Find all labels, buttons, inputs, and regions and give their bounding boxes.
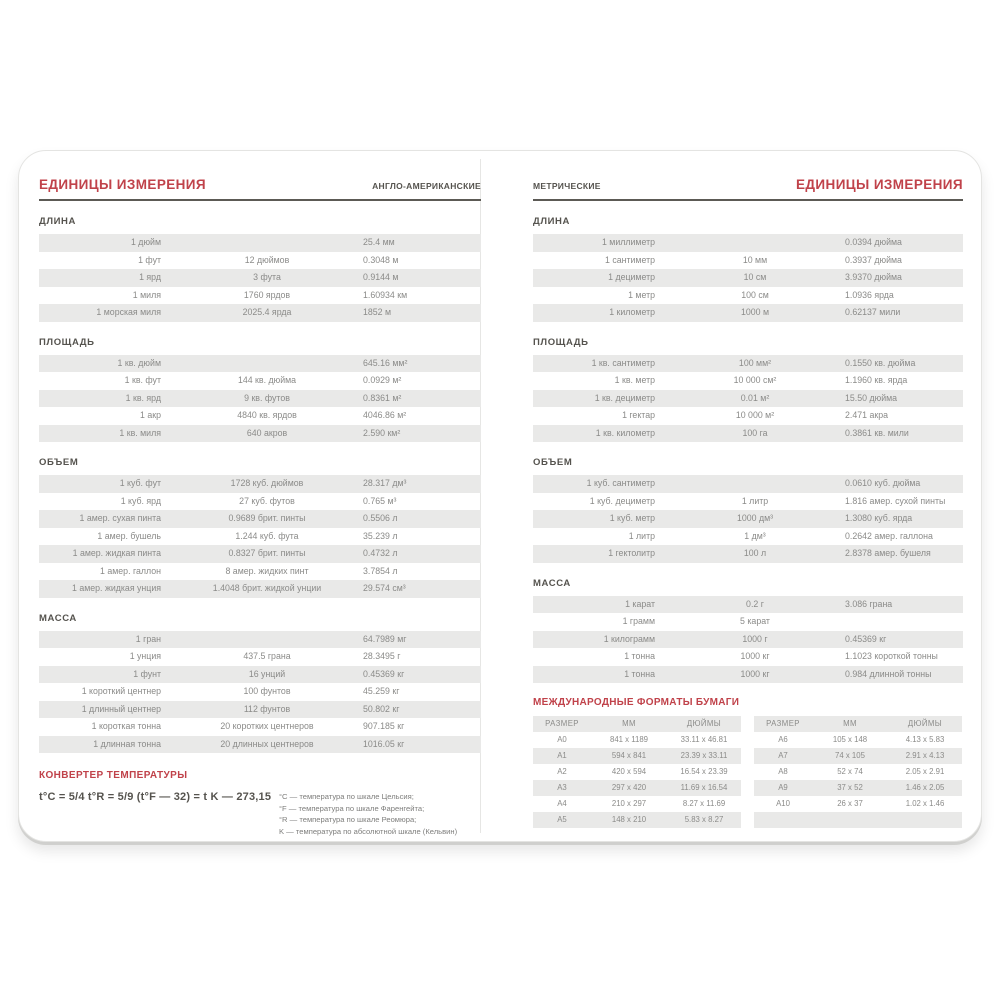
table-cell: 0.3048 м: [363, 254, 399, 265]
table-cell: 1 кв. сантиметр: [591, 357, 655, 368]
table-cell: 907.185 кг: [363, 721, 405, 731]
table-cell: 1 амер. галлон: [100, 565, 161, 576]
table-cell: 64.7989 мг: [363, 633, 407, 644]
table-row: [533, 390, 963, 408]
table-cell: 1 карат: [625, 598, 655, 609]
table-cell: 1 гектолитр: [608, 548, 655, 558]
table-cell: 1 амер. бушель: [97, 530, 161, 541]
paper-formats-title: МЕЖДУНАРОДНЫЕ ФОРМАТЫ БУМАГИ: [533, 697, 740, 708]
table-cell: 0.8327 брит. пинты: [228, 548, 306, 558]
table-cell: 10 000 м²: [735, 410, 775, 420]
table-cell: 1000 дм³: [736, 513, 774, 523]
table-cell: 1 куб. фут: [119, 478, 161, 488]
table-cell: 0.5506 л: [363, 513, 398, 523]
table-cell: 37 x 52: [837, 783, 863, 792]
table-row: [533, 528, 963, 546]
table-row: [39, 528, 481, 546]
table-cell: 1 миля: [132, 289, 161, 300]
table-cell: 1.4048 брит. жидкой унции: [212, 583, 322, 593]
table-cell: A8: [778, 767, 788, 776]
table-cell: 0.3937 дюйма: [845, 254, 902, 265]
units-table: [533, 475, 963, 563]
table-cell: 0.3861 кв. мили: [845, 427, 909, 438]
table-cell: 0.9689 брит. пинты: [228, 513, 306, 523]
table-row: [39, 631, 481, 649]
table-cell: 1.46 x 2.05: [905, 783, 945, 792]
table-row: [39, 390, 481, 408]
table-cell: 1 акр: [140, 410, 161, 420]
table-row: [533, 372, 963, 390]
table-row: [533, 425, 963, 443]
table-cell: [171, 631, 363, 649]
paper-formats-section: [533, 697, 963, 828]
section-title: ДЛИНА: [39, 216, 76, 227]
table-row: [533, 234, 963, 252]
temperature-note: °R — температура по шкале Реомюра;: [279, 815, 417, 824]
table-cell: 1 килограмм: [603, 633, 655, 644]
table-row: [533, 304, 963, 322]
section-length-imperial: [39, 216, 481, 322]
table-cell: 0.45369 кг: [845, 633, 887, 644]
table-cell: 1 куб. сантиметр: [586, 478, 655, 488]
table-cell: 1 литр: [741, 495, 769, 506]
table-row: [754, 796, 962, 812]
table-row: [533, 596, 963, 614]
table-cell: 1 миллиметр: [601, 237, 655, 247]
table-cell: [171, 234, 363, 252]
units-table: [533, 355, 963, 443]
table-cell: 5.83 x 8.27: [684, 815, 724, 824]
table-cell: 0.0929 м²: [363, 375, 402, 385]
section-title: ПЛОЩАДЬ: [39, 336, 95, 348]
table-cell: A10: [776, 799, 790, 808]
table-row: [533, 493, 963, 511]
table-cell: 420 x 594: [611, 767, 647, 776]
table-cell: 10 000 см²: [733, 375, 777, 385]
table-cell: 1 амер. сухая пинта: [79, 513, 161, 523]
temperature-note: K — температура по абсолютной шкале (Кельвин): [279, 826, 458, 836]
table-cell: 50.802 кг: [363, 703, 400, 714]
section-title: МАССА: [533, 577, 571, 589]
table-cell: 1.1023 короткой тонны: [845, 651, 938, 661]
temperature-note: °C — температура по шкале Цельсия;: [279, 792, 414, 801]
header-rule: [39, 199, 481, 201]
temperature-converter-section: [39, 770, 481, 837]
table-row: [39, 683, 481, 701]
table-cell: 8 амер. жидких пинт: [225, 565, 309, 576]
table-cell: 1 куб. ярд: [120, 495, 161, 506]
section-title: ДЛИНА: [533, 216, 570, 227]
section-title: ОБЪЕМ: [39, 457, 79, 468]
page-left-header: [39, 177, 481, 192]
table-cell: A5: [557, 815, 567, 824]
table-cell: 112 фунтов: [243, 703, 291, 714]
table-cell: 0.0610 куб. дюйма: [845, 478, 921, 488]
table-cell: 1 длинная тонна: [93, 738, 161, 749]
table-row: [39, 304, 481, 322]
units-table: [39, 234, 481, 322]
table-cell: 20 коротких центнеров: [220, 721, 314, 731]
table-cell: 16 унций: [248, 668, 286, 679]
table-cell: 1000 м: [740, 307, 770, 317]
table-cell: 2.471 акра: [845, 410, 888, 420]
table-cell: 2.05 x 2.91: [905, 767, 945, 776]
table-row: [754, 812, 962, 828]
table-cell: 1 дециметр: [608, 272, 655, 282]
table-cell: [812, 812, 888, 828]
table-cell: 10 см: [743, 272, 767, 282]
table-cell: 1.0936 ярда: [845, 289, 894, 300]
section-title: МАССА: [39, 612, 77, 624]
table-cell: 8.27 x 11.69: [682, 799, 726, 808]
table-row: [533, 252, 963, 270]
column-header-size: РАЗМЕР: [766, 719, 800, 728]
temperature-converter-body: [39, 791, 481, 837]
table-cell: 1 грамм: [622, 616, 655, 626]
table-cell: 210 x 297: [611, 799, 647, 808]
temperature-note: °F — температура по шкале Фаренгейта;: [279, 803, 425, 813]
table-cell: [665, 234, 845, 252]
table-cell: 0.0394 дюйма: [845, 237, 902, 247]
paper-table-header: [754, 716, 962, 732]
table-cell: 0.1550 кв. дюйма: [845, 357, 916, 368]
table-cell: 1 фут: [138, 254, 161, 265]
table-cell: 1 амер. жидкая пинта: [72, 548, 161, 558]
table-row: [754, 732, 962, 748]
table-cell: 28.3495 г: [363, 651, 401, 661]
table-cell: 1 кв. фут: [124, 375, 161, 385]
table-row: [533, 780, 741, 796]
section-area-metric: [533, 337, 963, 443]
table-cell: 1 куб. дециметр: [589, 495, 655, 506]
table-cell: 3 фута: [253, 272, 281, 282]
table-cell: 1000 кг: [740, 651, 770, 661]
table-cell: A4: [557, 799, 567, 808]
table-cell: [845, 613, 963, 631]
table-row: [533, 407, 963, 425]
table-cell: 29.574 см³: [363, 583, 406, 593]
table-cell: 1.244 куб. фута: [235, 530, 299, 541]
page-title: ЕДИНИЦЫ ИЗМЕРЕНИЯ: [796, 177, 963, 192]
temperature-formula: t°C = 5/4 t°R = 5/9 (t°F — 32) = t K — 273,15: [39, 791, 272, 803]
table-cell: [171, 355, 363, 373]
table-cell: 1 ярд: [139, 272, 161, 282]
table-cell: 26 x 37: [837, 799, 863, 808]
paper-table-header: [533, 716, 741, 732]
table-row: [39, 252, 481, 270]
table-cell: 1 гран: [135, 633, 161, 644]
table-cell: 0.4732 л: [363, 548, 398, 558]
table-row: [39, 580, 481, 598]
table-cell: 4.13 x 5.83: [905, 735, 945, 744]
table-row: [533, 732, 741, 748]
table-cell: 1 метр: [628, 289, 655, 300]
table-cell: 1 кв. километр: [595, 427, 655, 438]
table-cell: 645.16 мм²: [363, 357, 408, 368]
table-cell: 100 л: [743, 548, 767, 558]
table-cell: 1 длинный центнер: [81, 703, 161, 714]
table-cell: 297 x 420: [611, 783, 647, 792]
table-row: [533, 510, 963, 528]
table-cell: 23.39 x 33.11: [680, 751, 728, 760]
page-right-header: [533, 177, 963, 192]
table-cell: 10 мм: [742, 254, 768, 265]
table-row: [39, 234, 481, 252]
table-row: [533, 796, 741, 812]
table-row: [533, 812, 741, 828]
column-header-inches: ДЮЙМЫ: [907, 719, 943, 728]
table-cell: 11.69 x 16.54: [680, 783, 728, 792]
table-cell: [665, 475, 845, 493]
table-cell: 100 см: [741, 289, 769, 300]
table-cell: 1016.05 кг: [363, 738, 405, 749]
section-mass-metric: [533, 578, 963, 684]
table-cell: 1.1960 кв. ярда: [845, 375, 908, 385]
table-cell: 0.2642 амер. галлона: [845, 530, 933, 541]
page-subtitle: АНГЛО-АМЕРИКАНСКИЕ: [372, 181, 481, 191]
table-row: [533, 631, 963, 649]
units-table: [533, 234, 963, 322]
paper-table-a6-a10: [754, 716, 962, 828]
section-volume-metric: [533, 457, 963, 563]
table-cell: 3.7854 л: [363, 565, 398, 576]
table-cell: 1 гектар: [622, 410, 655, 420]
table-cell: A0: [557, 735, 567, 744]
table-cell: 1 тонна: [624, 651, 655, 661]
table-cell: 105 x 148: [832, 735, 868, 744]
table-cell: 0.01 м²: [740, 392, 770, 403]
table-cell: A2: [557, 767, 567, 776]
table-cell: 1 сантиметр: [605, 254, 655, 265]
table-row: [39, 718, 481, 736]
table-cell: 2025.4 ярда: [242, 307, 292, 317]
table-cell: 33.11 x 46.81: [680, 735, 728, 744]
paper-table-a0-a5: [533, 716, 741, 828]
table-cell: 1 кв. дециметр: [594, 392, 655, 403]
table-row: [39, 563, 481, 581]
table-cell: 0.45369 кг: [363, 668, 405, 679]
table-cell: 1 короткая тонна: [91, 721, 161, 731]
table-cell: 1.60934 км: [363, 289, 408, 300]
table-row: [39, 475, 481, 493]
units-table: [39, 631, 481, 754]
table-cell: 100 мм²: [738, 357, 772, 368]
table-cell: 25.4 мм: [363, 237, 395, 247]
table-cell: 1 кв. дюйм: [117, 357, 161, 368]
table-row: [39, 425, 481, 443]
column-header-size: РАЗМЕР: [545, 719, 579, 728]
table-cell: 1728 куб. дюймов: [230, 478, 304, 488]
table-row: [533, 287, 963, 305]
table-cell: 0.8361 м²: [363, 392, 402, 403]
table-cell: 1760 ярдов: [243, 289, 291, 300]
table-row: [533, 355, 963, 373]
table-row: [754, 780, 962, 796]
table-row: [533, 764, 741, 780]
table-cell: 1.816 амер. сухой пинты: [845, 495, 946, 506]
table-cell: 437.5 грана: [243, 651, 291, 661]
table-cell: 1 фунт: [133, 668, 161, 679]
page-subtitle: МЕТРИЧЕСКИЕ: [533, 181, 601, 191]
table-cell: 2.590 км²: [363, 427, 401, 438]
table-cell: 15.50 дюйма: [845, 392, 898, 403]
table-row: [39, 493, 481, 511]
table-row: [533, 666, 963, 684]
table-cell: 0.2 г: [746, 598, 764, 609]
table-cell: 1852 м: [363, 307, 392, 317]
table-cell: 594 x 841: [611, 751, 647, 760]
column-header-mm: ММ: [622, 719, 636, 728]
table-cell: 148 x 210: [611, 815, 647, 824]
table-cell: 5 карат: [740, 616, 770, 626]
paper-table-rows: [533, 732, 741, 828]
table-cell: A1: [557, 751, 567, 760]
table-cell: 52 x 74: [837, 767, 863, 776]
table-cell: 35.239 л: [363, 530, 398, 541]
table-row: [533, 269, 963, 287]
table-cell: 100 га: [742, 427, 768, 438]
table-cell: 28.317 дм³: [363, 478, 407, 488]
units-table: [39, 475, 481, 598]
table-cell: 100 фунтов: [243, 686, 291, 696]
table-cell: [888, 812, 962, 828]
units-table: [39, 355, 481, 443]
table-row: [533, 613, 963, 631]
table-cell: 0.9144 м: [363, 272, 399, 282]
table-cell: 1000 кг: [740, 668, 770, 679]
table-row: [533, 648, 963, 666]
table-cell: 1 амер. жидкая унция: [72, 583, 161, 593]
section-length-metric: [533, 216, 963, 322]
table-row: [39, 666, 481, 684]
table-cell: A6: [778, 735, 788, 744]
table-cell: 1.02 x 1.46: [905, 799, 945, 808]
page-right: [533, 171, 963, 828]
table-cell: 12 дюймов: [244, 254, 290, 265]
table-row: [39, 545, 481, 563]
paper-table-rows: [754, 732, 962, 828]
table-cell: 20 длинных центнеров: [220, 738, 314, 749]
table-cell: 74 x 105: [835, 751, 865, 760]
table-cell: 640 акров: [246, 427, 288, 438]
table-row: [39, 355, 481, 373]
table-row: [39, 510, 481, 528]
table-row: [39, 287, 481, 305]
column-header-mm: ММ: [843, 719, 857, 728]
section-volume-imperial: [39, 457, 481, 598]
table-row: [39, 407, 481, 425]
table-cell: 144 кв. дюйма: [237, 375, 297, 385]
table-cell: 1 унция: [129, 651, 161, 661]
table-cell: 1 литр: [628, 530, 655, 541]
table-cell: 1 куб. метр: [609, 513, 655, 523]
table-cell: 1 кв. миля: [119, 427, 161, 438]
table-row: [39, 372, 481, 390]
table-cell: 45.259 кг: [363, 686, 400, 696]
table-row: [39, 736, 481, 754]
table-row: [39, 648, 481, 666]
table-cell: 27 куб. футов: [239, 495, 295, 506]
table-cell: 1 дм³: [744, 530, 766, 541]
table-cell: 1.3080 куб. ярда: [845, 513, 913, 523]
table-cell: 0.765 м³: [363, 495, 397, 506]
column-header-inches: ДЮЙМЫ: [686, 719, 722, 728]
temperature-converter-title: КОНВЕРТЕР ТЕМПЕРАТУРЫ: [39, 770, 188, 781]
table-cell: 1000 г: [742, 633, 768, 644]
table-cell: 1 дюйм: [130, 237, 161, 247]
notebook-spread: [18, 150, 982, 842]
table-cell: 3.9370 дюйма: [845, 272, 902, 282]
table-cell: A3: [557, 783, 567, 792]
page-title: ЕДИНИЦЫ ИЗМЕРЕНИЯ: [39, 177, 206, 192]
table-row: [533, 748, 741, 764]
table-cell: [754, 812, 812, 828]
section-area-imperial: [39, 337, 481, 443]
table-cell: 1 тонна: [624, 668, 655, 679]
section-mass-imperial: [39, 613, 481, 754]
table-row: [754, 764, 962, 780]
paper-formats-tables: [533, 716, 963, 828]
table-cell: 1 кв. метр: [614, 375, 655, 385]
table-cell: 0.984 длинной тонны: [845, 668, 932, 679]
table-cell: 2.91 x 4.13: [905, 751, 945, 760]
table-row: [533, 545, 963, 563]
table-row: [39, 701, 481, 719]
table-cell: 841 x 1189: [609, 735, 648, 744]
table-cell: 9 кв. футов: [244, 392, 290, 403]
table-cell: 1 километр: [609, 307, 655, 317]
table-cell: 1 кв. ярд: [125, 392, 161, 403]
table-cell: 0.62137 мили: [845, 307, 901, 317]
table-cell: 2.8378 амер. бушеля: [845, 548, 931, 558]
header-rule: [533, 199, 963, 201]
section-title: ПЛОЩАДЬ: [533, 336, 589, 348]
section-title: ОБЪЕМ: [533, 457, 573, 468]
table-cell: A9: [778, 783, 788, 792]
table-cell: 1 короткий центнер: [81, 686, 161, 696]
table-cell: 4046.86 м²: [363, 410, 407, 420]
table-cell: 3.086 грана: [845, 598, 893, 609]
table-row: [754, 748, 962, 764]
units-table: [533, 596, 963, 684]
table-row: [39, 269, 481, 287]
table-cell: 16.54 x 23.39: [680, 767, 728, 776]
table-cell: 4840 кв. ярдов: [237, 410, 297, 420]
temperature-notes: [279, 791, 457, 837]
table-cell: A7: [778, 751, 788, 760]
table-cell: 1 морская миля: [96, 307, 161, 317]
page-left: [39, 171, 481, 837]
table-row: [533, 475, 963, 493]
